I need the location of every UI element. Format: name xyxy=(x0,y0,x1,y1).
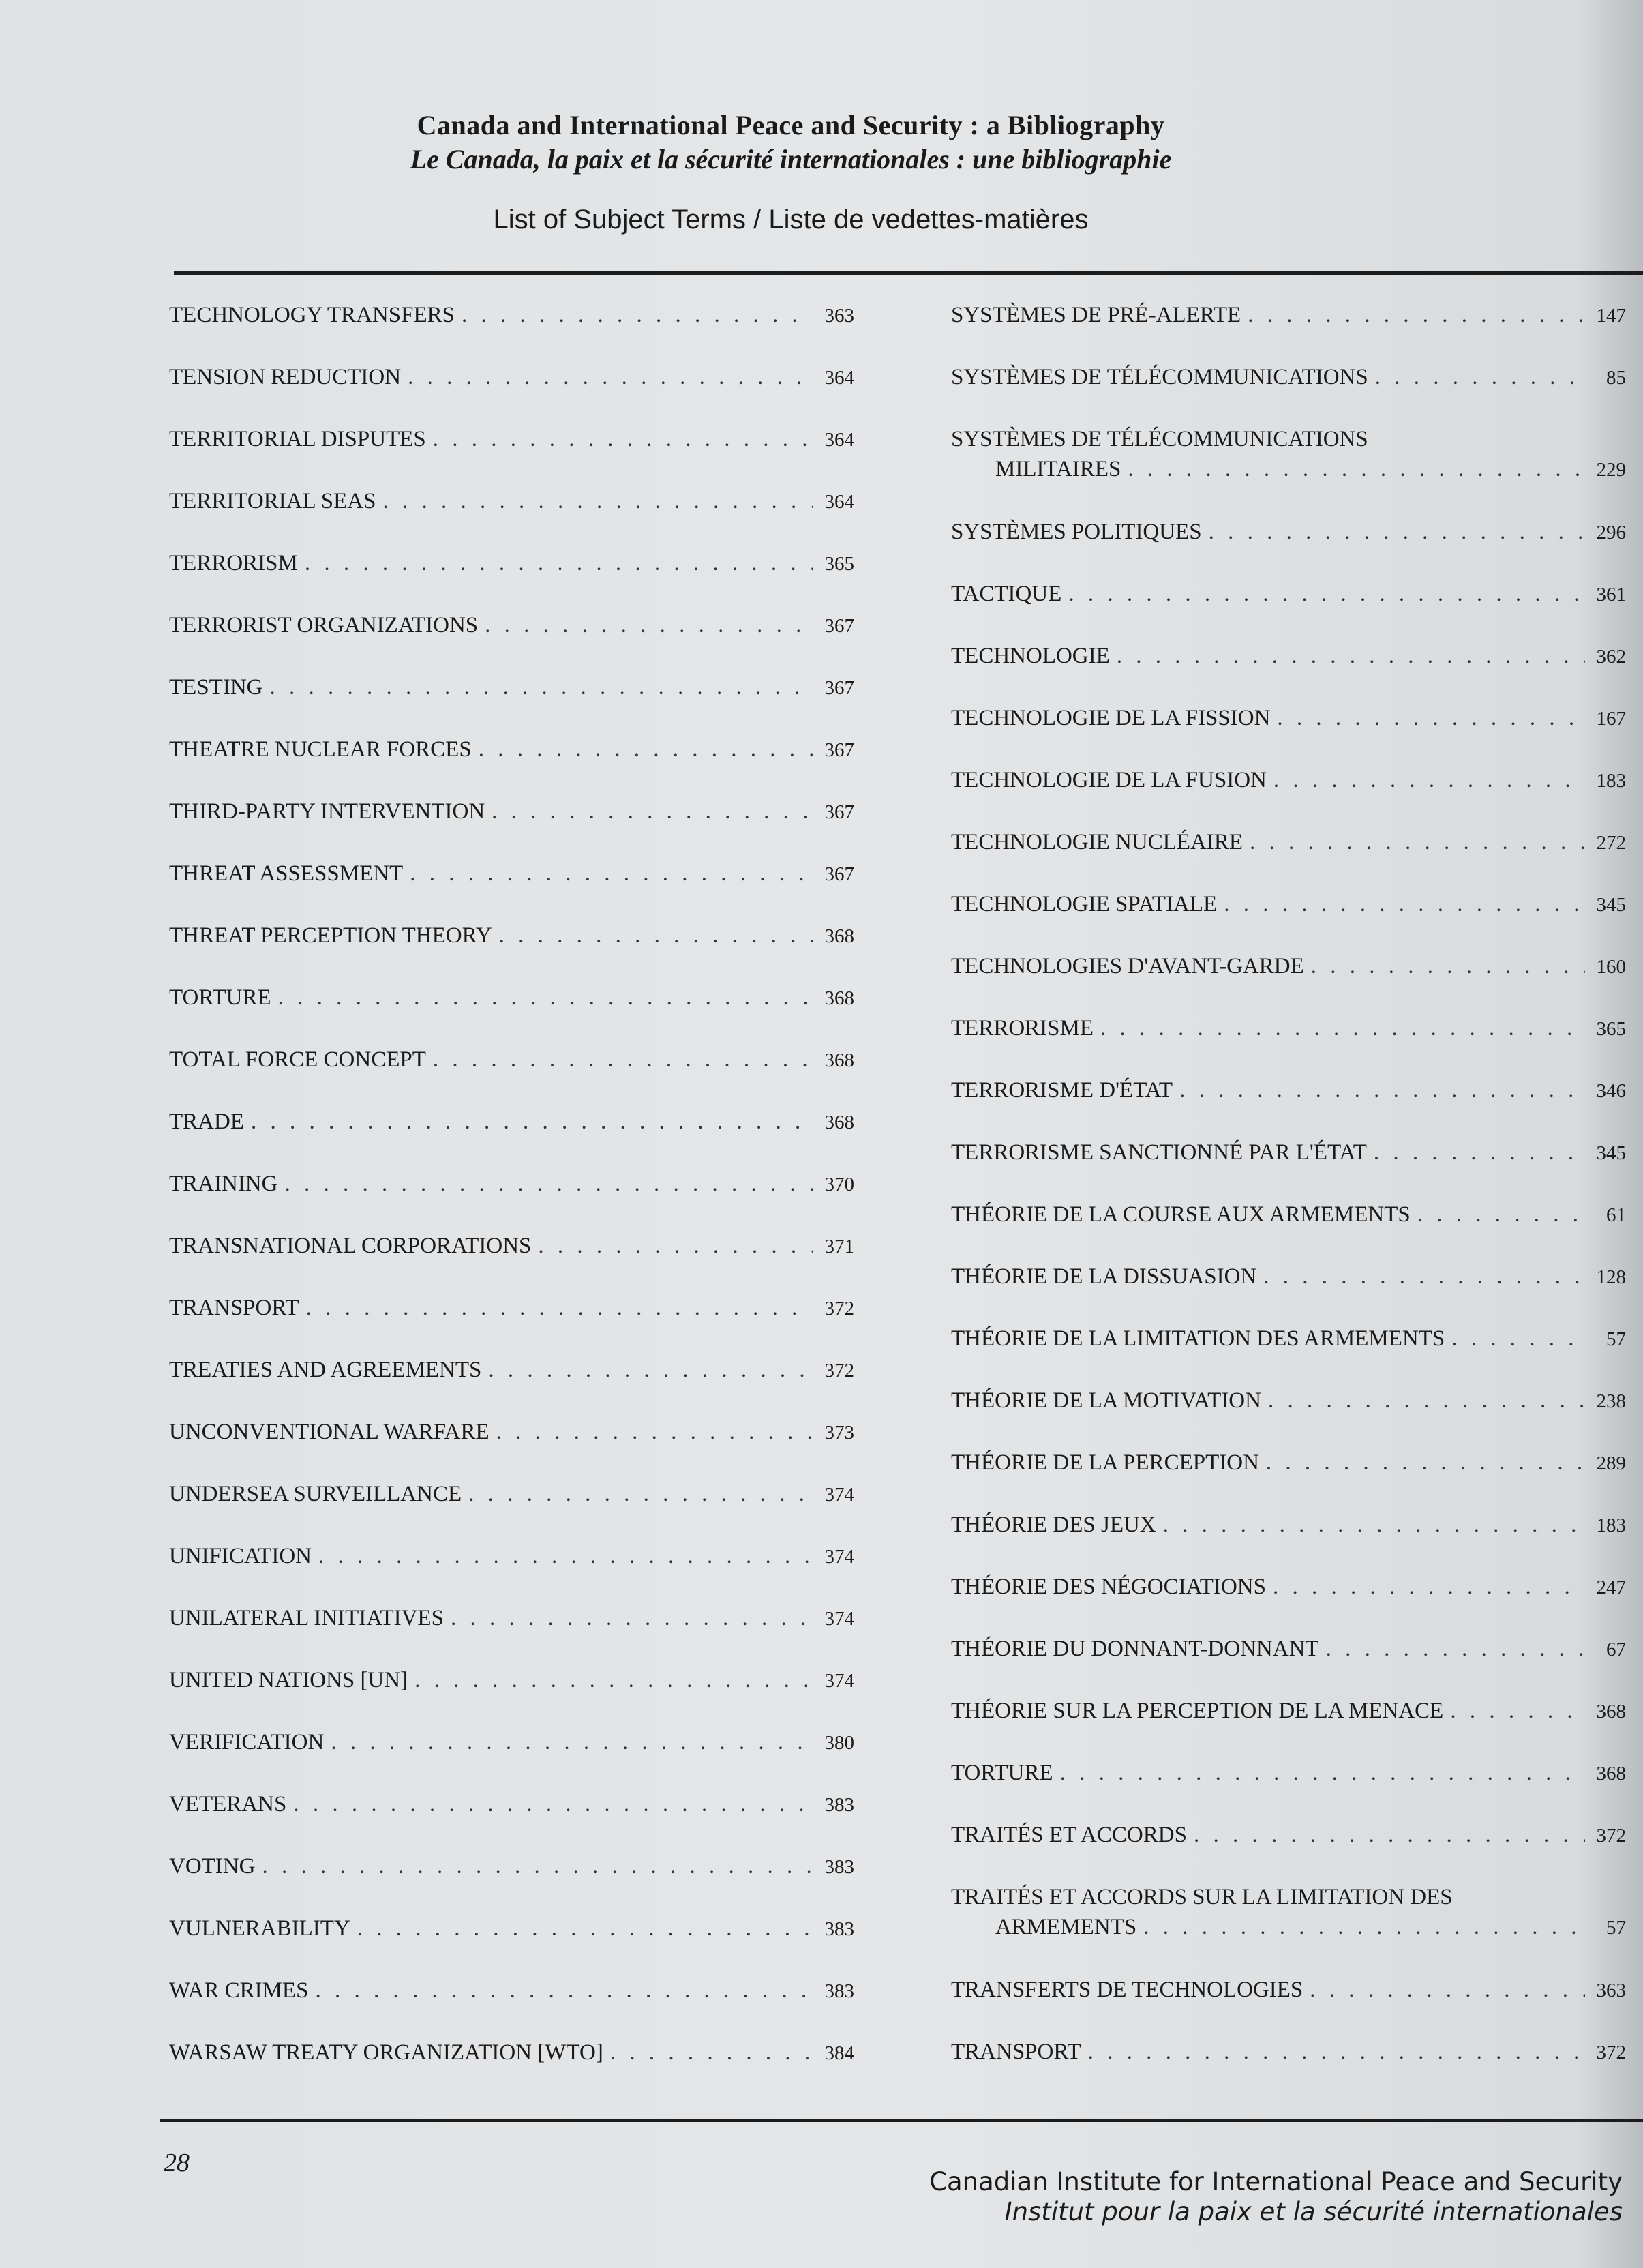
entry-page: 374 xyxy=(824,1484,854,1506)
entry-page: 57 xyxy=(1606,1917,1626,1939)
index-entry xyxy=(951,1448,1626,1510)
entry-page: 57 xyxy=(1606,1328,1626,1350)
entry-term: TECHNOLOGIE SPATIALE xyxy=(951,892,1218,916)
leader-dots xyxy=(1250,827,1585,857)
index-entry xyxy=(169,1913,854,1975)
entry-term: TENSION REDUCTION xyxy=(169,365,402,389)
entry-term: TRANSFERTS DE TECHNOLOGIES xyxy=(951,1978,1303,2002)
index-entry xyxy=(169,486,854,548)
leader-dots xyxy=(499,921,813,951)
entry-term: TRANSPORT xyxy=(951,2040,1081,2064)
index-entry xyxy=(169,1417,854,1479)
entry-term: UNILATERAL INITIATIVES xyxy=(169,1606,444,1630)
leader-dots xyxy=(1224,889,1585,919)
entry-page: 296 xyxy=(1596,522,1626,543)
leader-dots xyxy=(433,1045,813,1075)
index-entry xyxy=(951,1820,1626,1882)
index-entry xyxy=(951,1882,1626,1975)
index-entry xyxy=(169,672,854,734)
entry-term: TRANSNATIONAL CORPORATIONS xyxy=(169,1234,532,1258)
index-entry xyxy=(951,1262,1626,1324)
entry-page: 374 xyxy=(824,1546,854,1568)
entry-page: 167 xyxy=(1596,708,1626,730)
index-entry xyxy=(169,1603,854,1665)
index-entry xyxy=(951,517,1626,579)
entry-page: 247 xyxy=(1596,1577,1626,1598)
entry-term: VETERANS xyxy=(169,1792,287,1817)
index-entry xyxy=(169,1789,854,1851)
entry-term: TERRORISME SANCTIONNÉ PAR L'ÉTAT xyxy=(951,1140,1367,1165)
entry-term: VERIFICATION xyxy=(169,1730,325,1755)
index-entry xyxy=(169,610,854,672)
leader-dots xyxy=(293,1789,813,1819)
leader-dots xyxy=(1128,454,1585,484)
leader-dots xyxy=(1100,1013,1585,1043)
index-entry xyxy=(169,796,854,859)
leader-dots xyxy=(1451,1324,1585,1354)
index-entry xyxy=(951,1137,1626,1199)
leader-dots xyxy=(1060,1758,1585,1788)
entry-page: 374 xyxy=(824,1608,854,1630)
leader-dots xyxy=(485,610,813,640)
entry-term: TECHNOLOGIE NUCLÉAIRE xyxy=(951,830,1243,854)
entry-page: 367 xyxy=(824,739,854,761)
leader-dots xyxy=(1273,765,1585,795)
index-entry xyxy=(169,1975,854,2038)
institute-english: Canadian Institute for International Peace and Security xyxy=(929,2167,1623,2196)
leader-dots xyxy=(492,796,813,826)
leader-dots xyxy=(331,1727,813,1757)
leader-dots xyxy=(1326,1634,1585,1664)
entry-page: 374 xyxy=(824,1670,854,1692)
index-entry xyxy=(951,1386,1626,1448)
leader-dots xyxy=(251,1107,813,1137)
index-entry xyxy=(169,921,854,983)
leader-dots xyxy=(488,1355,813,1385)
entry-page: 372 xyxy=(1596,1825,1626,1847)
entry-page: 364 xyxy=(824,429,854,451)
index-entry xyxy=(169,983,854,1045)
leader-dots xyxy=(382,486,813,516)
index-entry xyxy=(951,1075,1626,1137)
entry-term: SYSTÈMES DE PRÉ-ALERTE xyxy=(951,303,1241,327)
leader-dots xyxy=(1248,300,1585,330)
entry-page: 183 xyxy=(1596,770,1626,792)
leader-dots xyxy=(1311,951,1585,981)
leader-dots xyxy=(462,300,813,330)
right-column xyxy=(951,300,1626,2099)
leader-dots xyxy=(468,1479,813,1509)
entry-page: 289 xyxy=(1596,1452,1626,1474)
entry-term: TESTING xyxy=(169,675,263,700)
leader-dots xyxy=(1266,1448,1585,1478)
entry-term-continued: ARMEMENTS xyxy=(995,1915,1137,1939)
leader-dots xyxy=(284,1169,813,1199)
index-entry xyxy=(169,424,854,486)
index-entry xyxy=(169,1479,854,1541)
index-entry xyxy=(169,1541,854,1603)
index-entry xyxy=(951,300,1626,362)
entry-term: TACTIQUE xyxy=(951,582,1062,606)
entry-page: 383 xyxy=(824,1918,854,1940)
entry-page: 372 xyxy=(824,1298,854,1319)
leader-dots xyxy=(610,2038,813,2068)
leader-dots xyxy=(538,1231,813,1261)
entry-term: THÉORIE DE LA LIMITATION DES ARMEMENTS xyxy=(951,1326,1445,1351)
leader-dots xyxy=(1450,1696,1585,1726)
entry-term: SYSTÈMES DE TÉLÉCOMMUNICATIONS xyxy=(951,365,1368,389)
leader-dots xyxy=(1143,1912,1585,1942)
entry-term: TREATIES AND AGREEMENTS xyxy=(169,1358,482,1382)
index-entry xyxy=(951,827,1626,889)
entry-term: SYSTÈMES DE TÉLÉCOMMUNICATIONS xyxy=(951,427,1368,451)
leader-dots xyxy=(414,1665,813,1695)
entry-term: THÉORIE DE LA PERCEPTION xyxy=(951,1450,1259,1475)
leader-dots xyxy=(1277,703,1585,733)
leader-dots xyxy=(410,859,813,889)
entry-page: 229 xyxy=(1596,459,1626,481)
entry-term: UNITED NATIONS [UN] xyxy=(169,1668,408,1692)
index-entry xyxy=(169,300,854,362)
leader-dots xyxy=(357,1913,813,1943)
entry-page: 365 xyxy=(1596,1018,1626,1040)
entry-page: 367 xyxy=(824,863,854,885)
entry-page: 368 xyxy=(1596,1763,1626,1785)
entry-page: 368 xyxy=(824,987,854,1009)
index-entry xyxy=(169,1665,854,1727)
index-entry xyxy=(951,1758,1626,1820)
index-entry xyxy=(951,362,1626,424)
leader-dots xyxy=(262,1851,813,1881)
entry-page: 367 xyxy=(824,801,854,823)
entry-term: TRADE xyxy=(169,1109,244,1134)
entry-term: THÉORIE DES JEUX xyxy=(951,1512,1156,1537)
index-entry xyxy=(951,2037,1626,2099)
leader-dots xyxy=(269,672,813,702)
title-french: Le Canada, la paix et la sécurité internationales : une bibliographie xyxy=(410,144,1172,175)
leader-dots xyxy=(433,424,813,454)
index-entry xyxy=(169,859,854,921)
entry-term: TECHNOLOGIES D'AVANT-GARDE xyxy=(951,954,1304,979)
top-rule xyxy=(174,271,1643,275)
entry-page: 272 xyxy=(1596,832,1626,854)
index-entry xyxy=(951,1572,1626,1634)
entry-term: UNIFICATION xyxy=(169,1544,312,1568)
leader-dots xyxy=(278,983,813,1013)
entry-page: 61 xyxy=(1606,1204,1626,1226)
entry-term-continued: MILITAIRES xyxy=(995,457,1121,481)
entry-page: 368 xyxy=(1596,1701,1626,1722)
entry-page: 361 xyxy=(1596,584,1626,606)
entry-term: VOTING xyxy=(169,1854,256,1879)
entry-page: 370 xyxy=(824,1174,854,1195)
index-entry xyxy=(169,548,854,610)
index-entry xyxy=(951,1634,1626,1696)
entry-page: 367 xyxy=(824,615,854,637)
entry-term: TECHNOLOGY TRANSFERS xyxy=(169,303,455,327)
leader-dots xyxy=(408,362,813,392)
index-entry xyxy=(951,1199,1626,1262)
entry-term: THÉORIE DE LA COURSE AUX ARMEMENTS xyxy=(951,1202,1411,1227)
entry-term: TERRITORIAL SEAS xyxy=(169,489,376,513)
entry-page: 383 xyxy=(824,1794,854,1816)
leader-dots xyxy=(1374,1137,1585,1167)
entry-term: THREAT ASSESSMENT xyxy=(169,861,404,886)
entry-page: 238 xyxy=(1596,1390,1626,1412)
entry-page: 383 xyxy=(824,1980,854,2002)
index-entry xyxy=(169,1355,854,1417)
leader-dots xyxy=(1310,1975,1585,2005)
index-entry xyxy=(169,1107,854,1169)
entry-term: TERRORISME D'ÉTAT xyxy=(951,1078,1173,1103)
leader-dots xyxy=(1209,517,1585,547)
subtitle: List of Subject Terms / Liste de vedettes-matières xyxy=(493,205,1089,235)
entry-term: TECHNOLOGIE xyxy=(951,644,1110,668)
entry-term: THIRD-PARTY INTERVENTION xyxy=(169,799,485,824)
leader-dots xyxy=(1263,1262,1585,1292)
entry-term: THÉORIE SUR LA PERCEPTION DE LA MENACE xyxy=(951,1699,1444,1723)
entry-term: TRAITÉS ET ACCORDS SUR LA LIMITATION DES xyxy=(951,1885,1453,1909)
entry-page: 383 xyxy=(824,1856,854,1878)
index-entry xyxy=(951,1975,1626,2037)
entry-term: TERRORISME xyxy=(951,1016,1094,1041)
entry-page: 380 xyxy=(824,1732,854,1754)
index-entry xyxy=(169,2038,854,2100)
entry-term: THEATRE NUCLEAR FORCES xyxy=(169,737,472,762)
entry-page: 372 xyxy=(824,1360,854,1382)
entry-term: TORTURE xyxy=(169,985,271,1010)
entry-term: TERRITORIAL DISPUTES xyxy=(169,427,426,451)
index-entry xyxy=(951,424,1626,517)
entry-page: 346 xyxy=(1596,1080,1626,1102)
entry-page: 160 xyxy=(1596,956,1626,978)
left-column xyxy=(169,300,854,2100)
index-entry xyxy=(169,734,854,796)
leader-dots xyxy=(1163,1510,1585,1540)
entry-term: THÉORIE DE LA DISSUASION xyxy=(951,1264,1257,1289)
entry-term: THÉORIE DU DONNANT-DONNANT xyxy=(951,1637,1319,1661)
leader-dots xyxy=(315,1975,813,2005)
entry-term: VULNERABILITY xyxy=(169,1916,350,1941)
index-entry xyxy=(169,1045,854,1107)
entry-page: 368 xyxy=(824,1111,854,1133)
entry-term: THREAT PERCEPTION THEORY xyxy=(169,923,492,948)
index-entry xyxy=(951,579,1626,641)
leader-dots xyxy=(318,1541,813,1571)
footer-institute xyxy=(929,2167,1623,2227)
leader-dots xyxy=(1417,1199,1585,1229)
entry-term: THÉORIE DES NÉGOCIATIONS xyxy=(951,1575,1266,1599)
leader-dots xyxy=(451,1603,813,1633)
entry-term: WARSAW TREATY ORGANIZATION [WTO] xyxy=(169,2040,603,2065)
entry-page: 147 xyxy=(1596,305,1626,327)
index-entry xyxy=(169,362,854,424)
entry-page: 371 xyxy=(824,1236,854,1257)
entry-term: SYSTÈMES POLITIQUES xyxy=(951,520,1202,544)
entry-term: TERRORIST ORGANIZATIONS xyxy=(169,613,479,638)
entry-term: TORTURE xyxy=(951,1761,1053,1785)
entry-term: TOTAL FORCE CONCEPT xyxy=(169,1047,426,1072)
index-entry xyxy=(951,951,1626,1013)
entry-page: 373 xyxy=(824,1422,854,1444)
entry-page: 183 xyxy=(1596,1515,1626,1536)
entry-page: 85 xyxy=(1606,367,1626,389)
leader-dots xyxy=(305,548,813,578)
leader-dots xyxy=(1068,579,1585,609)
index-entry xyxy=(951,703,1626,765)
entry-page: 364 xyxy=(824,367,854,389)
index-entry xyxy=(169,1293,854,1355)
entry-page: 368 xyxy=(824,925,854,947)
leader-dots xyxy=(479,734,813,764)
index-entry xyxy=(951,641,1626,703)
entry-term: TECHNOLOGIE DE LA FISSION xyxy=(951,706,1271,730)
entry-term: WAR CRIMES xyxy=(169,1978,309,2003)
leader-dots xyxy=(1268,1386,1585,1416)
page-number: 28 xyxy=(164,2149,190,2177)
entry-term: TECHNOLOGIE DE LA FUSION xyxy=(951,768,1267,792)
index-entry xyxy=(951,1013,1626,1075)
index-entry xyxy=(951,1696,1626,1758)
institute-french: Institut pour la paix et la sécurité internationales xyxy=(1004,2197,1623,2226)
index-entry xyxy=(951,1510,1626,1572)
entry-term: TRAINING xyxy=(169,1172,278,1196)
entry-page: 345 xyxy=(1596,1142,1626,1164)
entry-page: 365 xyxy=(824,553,854,575)
leader-dots xyxy=(1194,1820,1585,1850)
entry-page: 362 xyxy=(1596,646,1626,668)
entry-page: 363 xyxy=(1596,1980,1626,2001)
entry-page: 368 xyxy=(824,1049,854,1071)
index-entry xyxy=(169,1851,854,1913)
leader-dots xyxy=(306,1293,813,1323)
leader-dots xyxy=(1088,2037,1585,2067)
index-entry xyxy=(951,1324,1626,1386)
leader-dots xyxy=(1117,641,1585,671)
index-entry xyxy=(951,765,1626,827)
entry-term: TERRORISM xyxy=(169,551,298,576)
leader-dots xyxy=(496,1417,813,1447)
entry-term: UNDERSEA SURVEILLANCE xyxy=(169,1482,462,1506)
entry-page: 364 xyxy=(824,491,854,513)
leader-dots xyxy=(1273,1572,1585,1602)
index-entry xyxy=(169,1169,854,1231)
index-entry xyxy=(951,889,1626,951)
title-english: Canada and International Peace and Security : a Bibliography xyxy=(417,110,1165,140)
index-entry xyxy=(169,1727,854,1789)
entry-term: THÉORIE DE LA MOTIVATION xyxy=(951,1388,1261,1413)
bottom-rule xyxy=(160,2119,1643,2122)
leader-dots xyxy=(1375,362,1585,392)
entry-term: TRANSPORT xyxy=(169,1296,299,1320)
index-entry xyxy=(169,1231,854,1293)
entry-page: 67 xyxy=(1606,1639,1626,1660)
entry-page: 363 xyxy=(824,305,854,327)
entry-page: 128 xyxy=(1596,1266,1626,1288)
leader-dots xyxy=(1179,1075,1585,1105)
entry-page: 384 xyxy=(824,2042,854,2064)
entry-term: TRAITÉS ET ACCORDS xyxy=(951,1823,1187,1847)
entry-page: 372 xyxy=(1596,2042,1626,2063)
entry-page: 345 xyxy=(1596,894,1626,916)
entry-page: 367 xyxy=(824,677,854,699)
entry-term: UNCONVENTIONAL WARFARE xyxy=(169,1420,489,1444)
